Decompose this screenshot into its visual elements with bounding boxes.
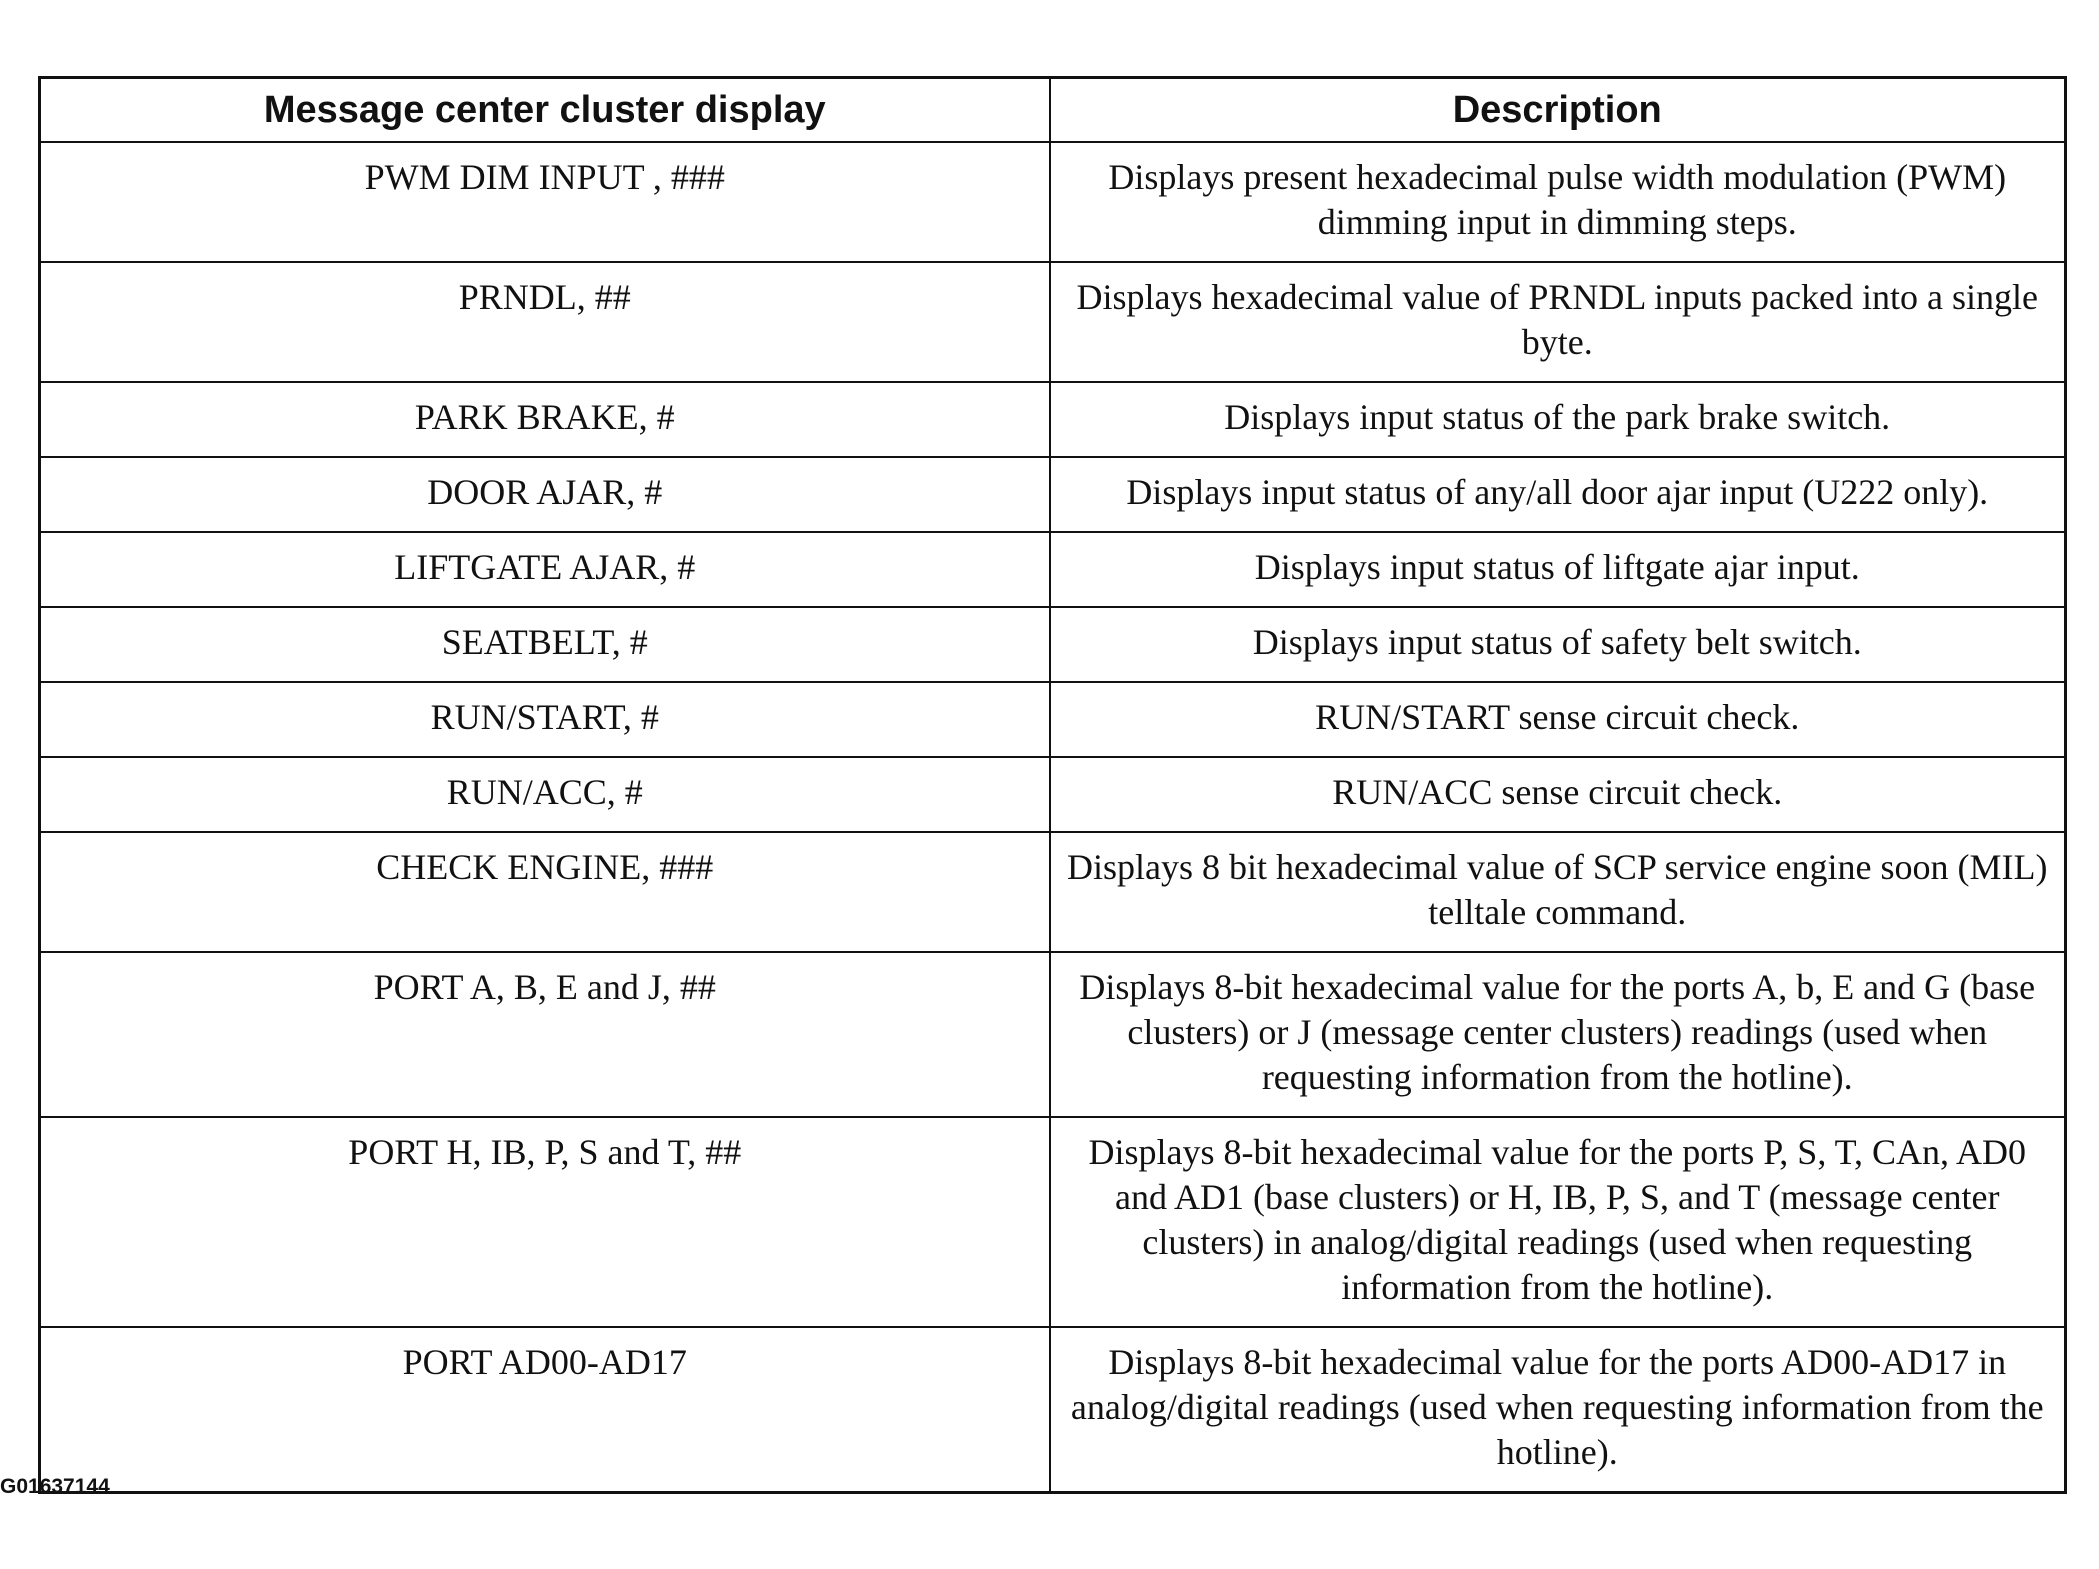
description-cell: Displays input status of any/all door ajar input (U222 only). bbox=[1050, 457, 2066, 532]
header-display: Message center cluster display bbox=[40, 78, 1050, 143]
description-cell: Displays hexadecimal value of PRNDL inputs packed into a single byte. bbox=[1050, 262, 2066, 382]
table-row bbox=[40, 757, 2066, 832]
display-cell: PORT H, IB, P, S and T, ## bbox=[40, 1117, 1050, 1327]
header-row bbox=[40, 78, 2066, 143]
figure-code: G01637144 bbox=[0, 1475, 110, 1498]
description-cell: Displays 8 bit hexadecimal value of SCP service engine soon (MIL) telltale command. bbox=[1050, 832, 2066, 952]
message-center-table bbox=[38, 76, 2067, 1494]
description-cell: Displays input status of safety belt switch. bbox=[1050, 607, 2066, 682]
description-cell: RUN/START sense circuit check. bbox=[1050, 682, 2066, 757]
table-row bbox=[40, 532, 2066, 607]
display-cell: PORT AD00-AD17 bbox=[40, 1327, 1050, 1493]
table-row bbox=[40, 832, 2066, 952]
description-cell: Displays 8-bit hexadecimal value for the ports P, S, T, CAn, AD0 and AD1 (base clusters) or H, IB, P, S, and T (message center clusters) in analog/digital readings (used when requesting information from the hotline). bbox=[1050, 1117, 2066, 1327]
display-cell: PWM DIM INPUT , ### bbox=[40, 142, 1050, 262]
display-cell: CHECK ENGINE, ### bbox=[40, 832, 1050, 952]
table-body bbox=[40, 142, 2066, 1493]
description-cell: Displays 8-bit hexadecimal value for the ports A, b, E and G (base clusters) or J (message center clusters) readings (used when requesting information from the hotline). bbox=[1050, 952, 2066, 1117]
description-cell: Displays input status of liftgate ajar input. bbox=[1050, 532, 2066, 607]
display-cell: DOOR AJAR, # bbox=[40, 457, 1050, 532]
display-cell: LIFTGATE AJAR, # bbox=[40, 532, 1050, 607]
table-row bbox=[40, 682, 2066, 757]
table-row bbox=[40, 142, 2066, 262]
table-row bbox=[40, 262, 2066, 382]
table-row bbox=[40, 457, 2066, 532]
display-cell: RUN/ACC, # bbox=[40, 757, 1050, 832]
display-cell: PORT A, B, E and J, ## bbox=[40, 952, 1050, 1117]
table-row bbox=[40, 382, 2066, 457]
display-cell: PRNDL, ## bbox=[40, 262, 1050, 382]
table-header bbox=[40, 78, 2066, 143]
display-cell: PARK BRAKE, # bbox=[40, 382, 1050, 457]
table-row bbox=[40, 1327, 2066, 1493]
header-description: Description bbox=[1050, 78, 2066, 143]
table-row bbox=[40, 1117, 2066, 1327]
description-cell: Displays present hexadecimal pulse width modulation (PWM) dimming input in dimming steps. bbox=[1050, 142, 2066, 262]
description-cell: Displays input status of the park brake switch. bbox=[1050, 382, 2066, 457]
display-cell: SEATBELT, # bbox=[40, 607, 1050, 682]
description-cell: RUN/ACC sense circuit check. bbox=[1050, 757, 2066, 832]
description-cell: Displays 8-bit hexadecimal value for the ports AD00-AD17 in analog/digital readings (used when requesting information from the hotline). bbox=[1050, 1327, 2066, 1493]
display-cell: RUN/START, # bbox=[40, 682, 1050, 757]
table-row bbox=[40, 952, 2066, 1117]
table-row bbox=[40, 607, 2066, 682]
